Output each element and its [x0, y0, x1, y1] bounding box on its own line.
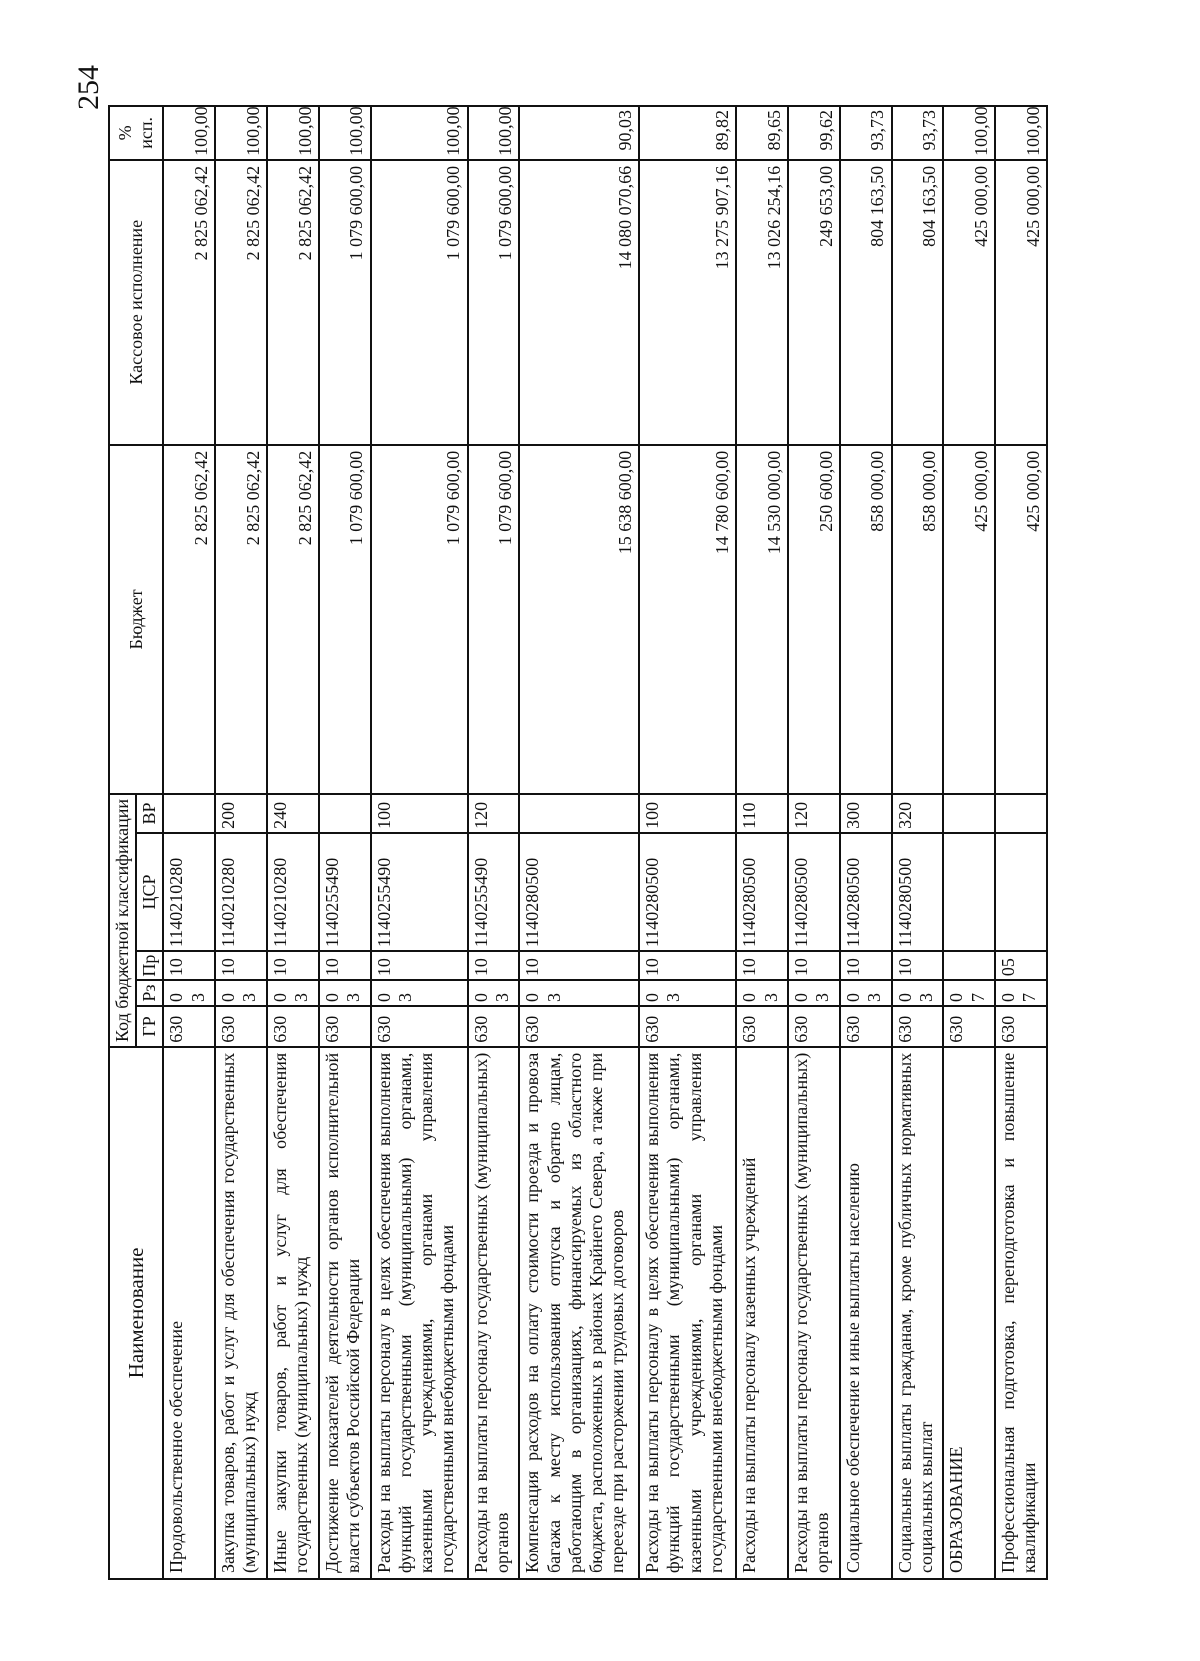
cell-gr: 630	[468, 1006, 520, 1047]
cell-rz: 03	[519, 980, 639, 1006]
cell-vr: 110	[736, 794, 788, 833]
header-csr: ЦСР	[136, 833, 163, 951]
table-row	[468, 106, 520, 1579]
cell-budget: 2 825 062,42	[267, 445, 319, 794]
cell-gr: 630	[163, 1006, 215, 1047]
cell-execution: 425 000,00	[943, 160, 995, 445]
cell-budget: 2 825 062,42	[163, 445, 215, 794]
cell-csr	[995, 833, 1047, 951]
table-row	[371, 106, 468, 1579]
cell-pr: 10	[371, 951, 468, 980]
cell-budget: 15 638 600,00	[519, 445, 639, 794]
cell-csr: 1140210280	[215, 833, 267, 951]
table-row	[319, 106, 371, 1579]
cell-rz: 03	[892, 980, 944, 1006]
cell-gr: 630	[215, 1006, 267, 1047]
page-number: 254	[72, 65, 105, 110]
cell-gr: 630	[892, 1006, 944, 1047]
cell-budget: 1 079 600,00	[319, 445, 371, 794]
cell-csr: 1140280500	[639, 833, 736, 951]
cell-name: Профессиональная подготовка, переподготовка и повышение квалификации	[995, 1047, 1047, 1579]
cell-budget: 2 825 062,42	[215, 445, 267, 794]
header-execution: Кассовое исполнение	[109, 160, 163, 445]
cell-pr: 10	[639, 951, 736, 980]
header-gr: ГР	[136, 1006, 163, 1047]
cell-percent: 99,62	[788, 106, 840, 160]
cell-csr: 1140255490	[319, 833, 371, 951]
cell-name: Иные закупки товаров, работ и услуг для обеспечения государственных (муниципальных) нужд	[267, 1047, 319, 1579]
cell-pr: 10	[788, 951, 840, 980]
cell-pr: 10	[468, 951, 520, 980]
cell-name: Расходы на выплаты персоналу в целях обеспечения выполнения функций государственными (муниципальными) органами, казенными учреждениями, органами управления государственными внебюджетными фондами	[639, 1047, 736, 1579]
cell-execution: 1 079 600,00	[319, 160, 371, 445]
cell-pr: 10	[736, 951, 788, 980]
cell-gr: 630	[788, 1006, 840, 1047]
cell-rz: 07	[995, 980, 1047, 1006]
cell-rz: 03	[840, 980, 892, 1006]
header-percent: % исп.	[109, 106, 163, 160]
cell-vr: 200	[215, 794, 267, 833]
cell-percent: 100,00	[468, 106, 520, 160]
cell-percent: 90,03	[519, 106, 639, 160]
cell-name: Расходы на выплаты персоналу государственных (муниципальных) органов	[468, 1047, 520, 1579]
cell-execution: 425 000,00	[995, 160, 1047, 445]
table-row	[943, 106, 995, 1579]
table-row	[840, 106, 892, 1579]
cell-gr: 630	[995, 1006, 1047, 1047]
cell-pr: 10	[840, 951, 892, 980]
table-row	[639, 106, 736, 1579]
header-vr: ВР	[136, 794, 163, 833]
cell-vr	[943, 794, 995, 833]
cell-csr: 1140280500	[519, 833, 639, 951]
cell-vr	[163, 794, 215, 833]
cell-gr: 630	[736, 1006, 788, 1047]
cell-budget: 14 530 000,00	[736, 445, 788, 794]
table-row	[736, 106, 788, 1579]
cell-execution: 13 275 907,16	[639, 160, 736, 445]
cell-execution: 13 026 254,16	[736, 160, 788, 445]
header-rz: Рз	[136, 980, 163, 1006]
cell-rz: 03	[267, 980, 319, 1006]
cell-execution: 1 079 600,00	[468, 160, 520, 445]
cell-percent: 100,00	[943, 106, 995, 160]
cell-budget: 858 000,00	[840, 445, 892, 794]
cell-budget: 1 079 600,00	[468, 445, 520, 794]
budget-execution-table	[108, 105, 1048, 1580]
cell-pr: 10	[267, 951, 319, 980]
cell-execution: 2 825 062,42	[267, 160, 319, 445]
cell-vr: 100	[639, 794, 736, 833]
cell-gr: 630	[371, 1006, 468, 1047]
cell-vr: 320	[892, 794, 944, 833]
cell-budget: 1 079 600,00	[371, 445, 468, 794]
cell-rz: 03	[163, 980, 215, 1006]
cell-csr: 1140280500	[788, 833, 840, 951]
cell-vr: 100	[371, 794, 468, 833]
cell-percent: 100,00	[995, 106, 1047, 160]
cell-budget: 858 000,00	[892, 445, 944, 794]
cell-gr: 630	[943, 1006, 995, 1047]
cell-percent: 89,82	[639, 106, 736, 160]
cell-rz: 03	[319, 980, 371, 1006]
cell-percent: 100,00	[371, 106, 468, 160]
header-budget: Бюджет	[109, 445, 163, 794]
cell-rz: 03	[468, 980, 520, 1006]
cell-vr: 240	[267, 794, 319, 833]
cell-percent: 100,00	[267, 106, 319, 160]
cell-csr: 1140255490	[468, 833, 520, 951]
cell-csr: 1140280500	[892, 833, 944, 951]
cell-pr: 05	[995, 951, 1047, 980]
table-row	[267, 106, 319, 1579]
cell-gr: 630	[840, 1006, 892, 1047]
cell-pr: 10	[319, 951, 371, 980]
cell-rz: 03	[736, 980, 788, 1006]
cell-percent: 100,00	[319, 106, 371, 160]
cell-execution: 1 079 600,00	[371, 160, 468, 445]
cell-vr: 120	[468, 794, 520, 833]
cell-vr: 120	[788, 794, 840, 833]
header-pr: Пр	[136, 951, 163, 980]
cell-rz: 07	[943, 980, 995, 1006]
cell-pr	[943, 951, 995, 980]
cell-rz: 03	[215, 980, 267, 1006]
cell-pr: 10	[519, 951, 639, 980]
cell-percent: 89,65	[736, 106, 788, 160]
cell-pr: 10	[892, 951, 944, 980]
cell-name: Расходы на выплаты персоналу государственных (муниципальных) органов	[788, 1047, 840, 1579]
cell-csr: 1140210280	[163, 833, 215, 951]
cell-budget: 14 780 600,00	[639, 445, 736, 794]
header-code-group: Код бюджетной классификации	[109, 794, 136, 1047]
cell-pr: 10	[163, 951, 215, 980]
cell-name: Социальное обеспечение и иные выплаты населению	[840, 1047, 892, 1579]
cell-gr: 630	[519, 1006, 639, 1047]
cell-percent: 100,00	[215, 106, 267, 160]
cell-csr	[943, 833, 995, 951]
cell-gr: 630	[267, 1006, 319, 1047]
cell-name: Компенсация расходов на оплату стоимости проезда и провоза багажа к месту использования отпуска и обратно лицам, работающим в организациях, финансируемых из областного бюджета, расположенных в районах Крайнего Севера, а также при переезде при расторжении трудовых договоров	[519, 1047, 639, 1579]
table-row	[788, 106, 840, 1579]
cell-csr: 1140280500	[840, 833, 892, 951]
cell-csr: 1140210280	[267, 833, 319, 951]
cell-execution: 14 080 070,66	[519, 160, 639, 445]
cell-name: Продовольственное обеспечение	[163, 1047, 215, 1579]
cell-rz: 03	[371, 980, 468, 1006]
table-header	[109, 106, 163, 1579]
table-row	[215, 106, 267, 1579]
cell-percent: 100,00	[163, 106, 215, 160]
cell-vr	[995, 794, 1047, 833]
cell-rz: 03	[639, 980, 736, 1006]
cell-execution: 804 163,50	[892, 160, 944, 445]
table-row	[892, 106, 944, 1579]
cell-budget: 425 000,00	[943, 445, 995, 794]
cell-name: Закупка товаров, работ и услуг для обеспечения государственных (муниципальных) нужд	[215, 1047, 267, 1579]
cell-rz: 03	[788, 980, 840, 1006]
cell-name: Достижение показателей деятельности органов исполнительной власти субъектов Российской Федерации	[319, 1047, 371, 1579]
cell-pr: 10	[215, 951, 267, 980]
table-row	[163, 106, 215, 1579]
budget-table-container	[108, 105, 1048, 1580]
cell-vr	[319, 794, 371, 833]
cell-execution: 2 825 062,42	[163, 160, 215, 445]
table-row	[519, 106, 639, 1579]
cell-csr: 1140280500	[736, 833, 788, 951]
cell-vr: 300	[840, 794, 892, 833]
cell-gr: 630	[639, 1006, 736, 1047]
cell-percent: 93,73	[840, 106, 892, 160]
cell-percent: 93,73	[892, 106, 944, 160]
cell-name: ОБРАЗОВАНИЕ	[943, 1047, 995, 1579]
cell-gr: 630	[319, 1006, 371, 1047]
header-name: Наименование	[109, 1047, 163, 1579]
cell-vr	[519, 794, 639, 833]
cell-name: Расходы на выплаты персоналу в целях обеспечения выполнения функций государственными (муниципальными) органами, казенными учреждениями, органами управления государственными внебюджетными фондами	[371, 1047, 468, 1579]
cell-budget: 250 600,00	[788, 445, 840, 794]
cell-execution: 249 653,00	[788, 160, 840, 445]
cell-execution: 2 825 062,42	[215, 160, 267, 445]
cell-budget: 425 000,00	[995, 445, 1047, 794]
cell-csr: 1140255490	[371, 833, 468, 951]
cell-name: Социальные выплаты гражданам, кроме публичных нормативных социальных выплат	[892, 1047, 944, 1579]
table-row	[995, 106, 1047, 1579]
cell-execution: 804 163,50	[840, 160, 892, 445]
table-body	[163, 106, 1047, 1579]
cell-name: Расходы на выплаты персоналу казенных учреждений	[736, 1047, 788, 1579]
